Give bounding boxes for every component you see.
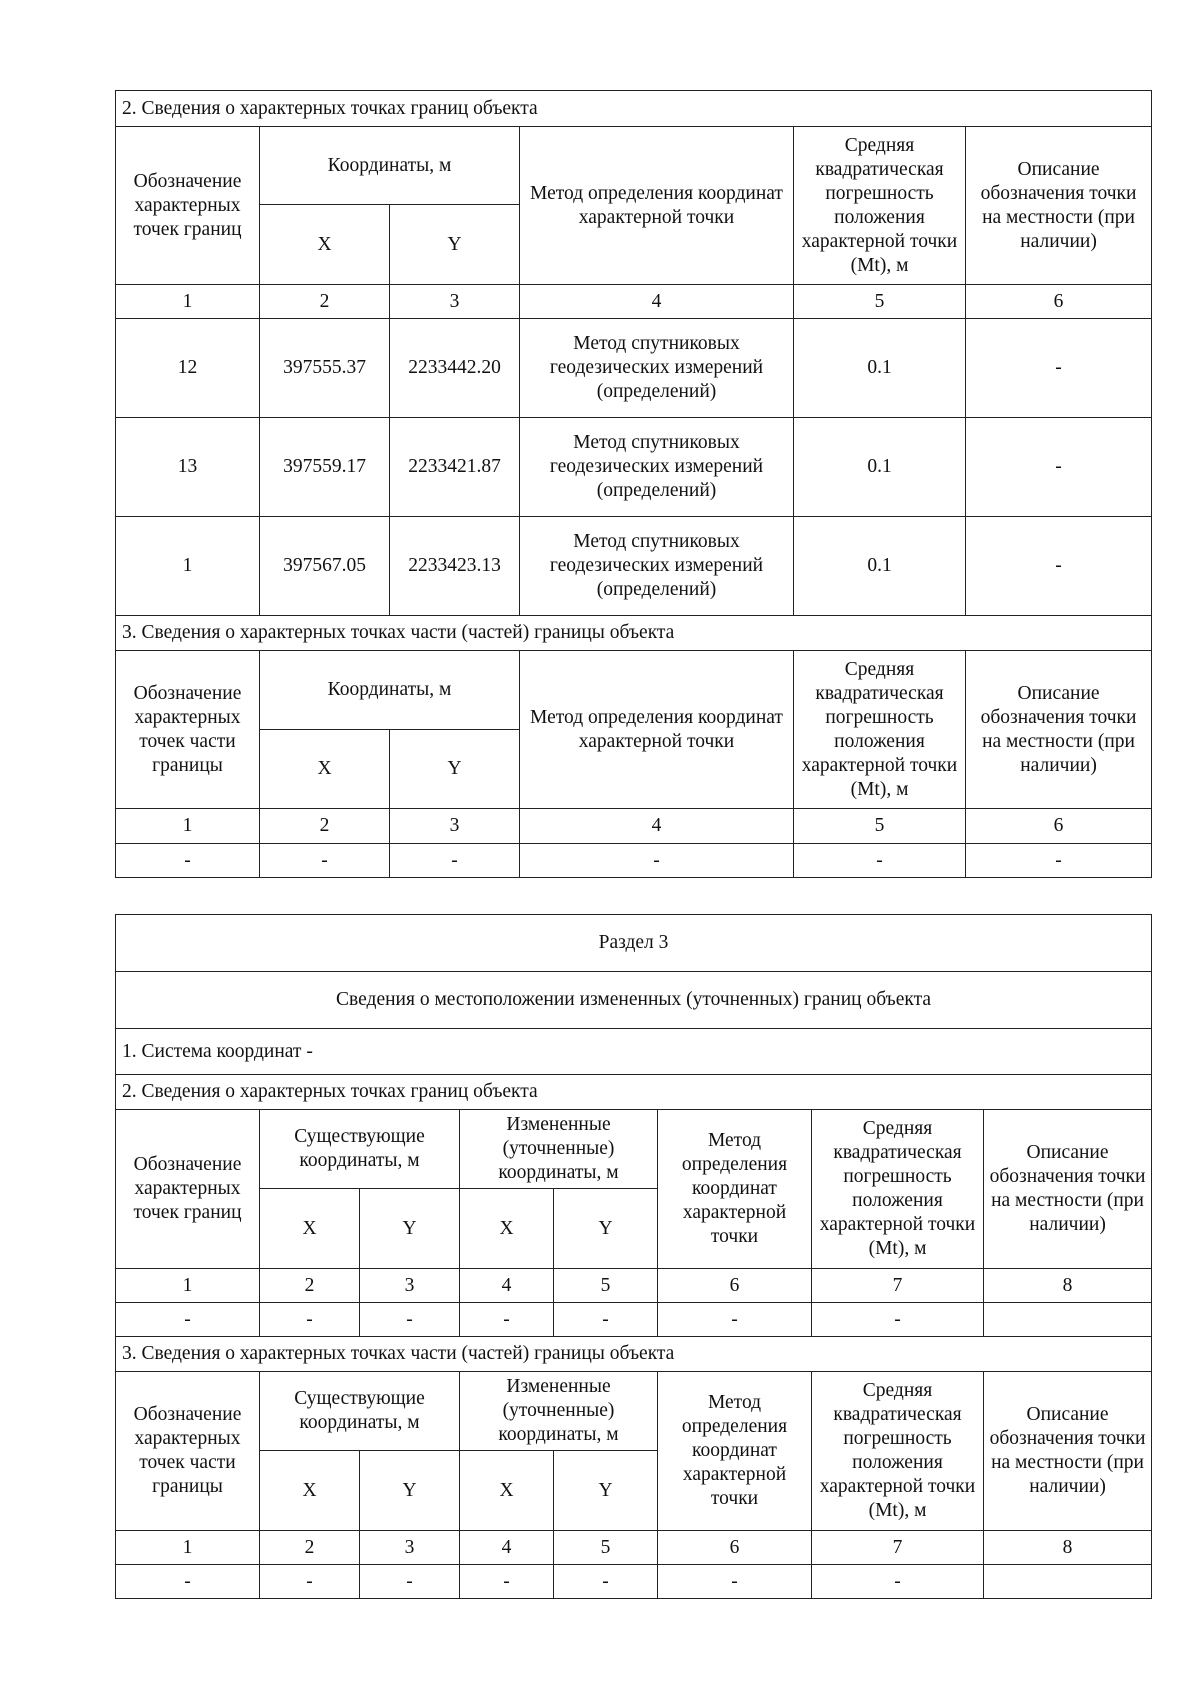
cell: - xyxy=(460,1565,554,1599)
coord-x: 397555.37 xyxy=(260,319,390,418)
col-number: 5 xyxy=(794,809,966,844)
header-x: X xyxy=(260,730,390,809)
col-number: 6 xyxy=(966,285,1152,319)
col-number: 7 xyxy=(812,1269,984,1303)
cell: - xyxy=(116,1565,260,1599)
header-x: X xyxy=(260,1451,360,1531)
coordinate-system: 1. Система координат - xyxy=(116,1029,1152,1075)
cell: - xyxy=(460,1303,554,1337)
col-number: 5 xyxy=(554,1531,658,1565)
changed-boundaries-table xyxy=(115,914,1152,1599)
col-number: 7 xyxy=(812,1531,984,1565)
col-number: 8 xyxy=(984,1531,1152,1565)
coord-x: 397567.05 xyxy=(260,517,390,616)
cell: - xyxy=(794,844,966,878)
col-number: 4 xyxy=(460,1531,554,1565)
header-method: Метод определения координат характерной точки xyxy=(658,1372,812,1531)
error-value: 0.1 xyxy=(794,319,966,418)
header-error: Средняя квадратическая погрешность положения характерной точки (Mt), м xyxy=(812,1372,984,1531)
cell: - xyxy=(116,1303,260,1337)
header-description: Описание обозначения точки на местности (при наличии) xyxy=(966,651,1152,809)
col-number: 4 xyxy=(520,809,794,844)
cell: - xyxy=(812,1303,984,1337)
header-description: Описание обозначения точки на местности (при наличии) xyxy=(984,1110,1152,1269)
col-number: 4 xyxy=(520,285,794,319)
header-method: Метод определения координат характерной точки xyxy=(520,651,794,809)
cell: - xyxy=(554,1303,658,1337)
col-number: 3 xyxy=(390,809,520,844)
error-value: 0.1 xyxy=(794,418,966,517)
col-number: 5 xyxy=(794,285,966,319)
header-description: Описание обозначения точки на местности (при наличии) xyxy=(966,127,1152,285)
cell: - xyxy=(520,844,794,878)
header-designation: Обозначение характерных точек части границы xyxy=(116,651,260,809)
header-designation: Обозначение характерных точек границ xyxy=(116,1110,260,1269)
col-number: 2 xyxy=(260,1269,360,1303)
boundary-points-table xyxy=(115,90,1152,878)
cell: - xyxy=(966,844,1152,878)
col-number: 3 xyxy=(360,1269,460,1303)
cell: - xyxy=(260,1565,360,1599)
header-x: X xyxy=(260,1189,360,1269)
col-number: 1 xyxy=(116,1531,260,1565)
cell xyxy=(984,1303,1152,1337)
header-x: X xyxy=(260,205,390,285)
header-method: Метод определения координат характерной точки xyxy=(658,1110,812,1269)
description: - xyxy=(966,517,1152,616)
cell: - xyxy=(554,1565,658,1599)
cell: - xyxy=(260,1303,360,1337)
header-existing-coordinates: Существующие координаты, м xyxy=(260,1372,460,1451)
error-value: 0.1 xyxy=(794,517,966,616)
cell: - xyxy=(812,1565,984,1599)
coord-x: 397559.17 xyxy=(260,418,390,517)
coord-y: 2233421.87 xyxy=(390,418,520,517)
col-number: 2 xyxy=(260,809,390,844)
header-error: Средняя квадратическая погрешность положения характерной точки (Mt), м xyxy=(794,127,966,285)
header-description: Описание обозначения точки на местности (при наличии) xyxy=(984,1372,1152,1531)
cell: - xyxy=(260,844,390,878)
point-id: 1 xyxy=(116,517,260,616)
table-row xyxy=(116,517,1152,616)
header-existing-coordinates: Существующие координаты, м xyxy=(260,1110,460,1189)
header-y: Y xyxy=(390,205,520,285)
header-coordinates: Координаты, м xyxy=(260,127,520,205)
section-subtitle: Сведения о местоположении измененных (уточненных) границ объекта xyxy=(116,972,1152,1029)
coord-y: 2233442.20 xyxy=(390,319,520,418)
col-number: 5 xyxy=(554,1269,658,1303)
cell: - xyxy=(360,1565,460,1599)
col-number: 1 xyxy=(116,809,260,844)
table-row xyxy=(116,1303,1152,1337)
col-number: 2 xyxy=(260,1531,360,1565)
cell: - xyxy=(390,844,520,878)
point-id: 12 xyxy=(116,319,260,418)
method: Метод спутниковых геодезических измерений (определений) xyxy=(520,319,794,418)
table-row xyxy=(116,844,1152,878)
section-heading: Раздел 3 xyxy=(116,915,1152,972)
method: Метод спутниковых геодезических измерений (определений) xyxy=(520,418,794,517)
cell: - xyxy=(360,1303,460,1337)
method: Метод спутниковых геодезических измерений (определений) xyxy=(520,517,794,616)
col-number: 8 xyxy=(984,1269,1152,1303)
header-changed-coordinates: Измененные (уточненные) координаты, м xyxy=(460,1110,658,1189)
header-x: X xyxy=(460,1451,554,1531)
header-error: Средняя квадратическая погрешность положения характерной точки (Mt), м xyxy=(794,651,966,809)
description: - xyxy=(966,319,1152,418)
cell: - xyxy=(658,1565,812,1599)
col-number: 6 xyxy=(658,1269,812,1303)
col-number: 4 xyxy=(460,1269,554,1303)
table-row xyxy=(116,1565,1152,1599)
section-3-title: 3. Сведения о характерных точках части (частей) границы объекта xyxy=(116,1337,1152,1372)
cell: - xyxy=(658,1303,812,1337)
coord-y: 2233423.13 xyxy=(390,517,520,616)
col-number: 1 xyxy=(116,1269,260,1303)
col-number: 3 xyxy=(390,285,520,319)
cell xyxy=(984,1565,1152,1599)
header-x: X xyxy=(460,1189,554,1269)
table-row xyxy=(116,418,1152,517)
cell: - xyxy=(116,844,260,878)
header-coordinates: Координаты, м xyxy=(260,651,520,730)
table-row xyxy=(116,319,1152,418)
header-designation: Обозначение характерных точек границ xyxy=(116,127,260,285)
col-number: 2 xyxy=(260,285,390,319)
description: - xyxy=(966,418,1152,517)
header-method: Метод определения координат характерной точки xyxy=(520,127,794,285)
section-3-title: 3. Сведения о характерных точках части (частей) границы объекта xyxy=(116,616,1152,651)
col-number: 6 xyxy=(966,809,1152,844)
header-y: Y xyxy=(360,1451,460,1531)
col-number: 6 xyxy=(658,1531,812,1565)
header-y: Y xyxy=(554,1189,658,1269)
col-number: 1 xyxy=(116,285,260,319)
header-y: Y xyxy=(390,730,520,809)
header-designation: Обозначение характерных точек части границы xyxy=(116,1372,260,1531)
point-id: 13 xyxy=(116,418,260,517)
section-2-title: 2. Сведения о характерных точках границ объекта xyxy=(116,1075,1152,1110)
header-error: Средняя квадратическая погрешность положения характерной точки (Mt), м xyxy=(812,1110,984,1269)
section-2-title: 2. Сведения о характерных точках границ объекта xyxy=(116,91,1152,127)
header-y: Y xyxy=(360,1189,460,1269)
header-y: Y xyxy=(554,1451,658,1531)
col-number: 3 xyxy=(360,1531,460,1565)
header-changed-coordinates: Измененные (уточненные) координаты, м xyxy=(460,1372,658,1451)
